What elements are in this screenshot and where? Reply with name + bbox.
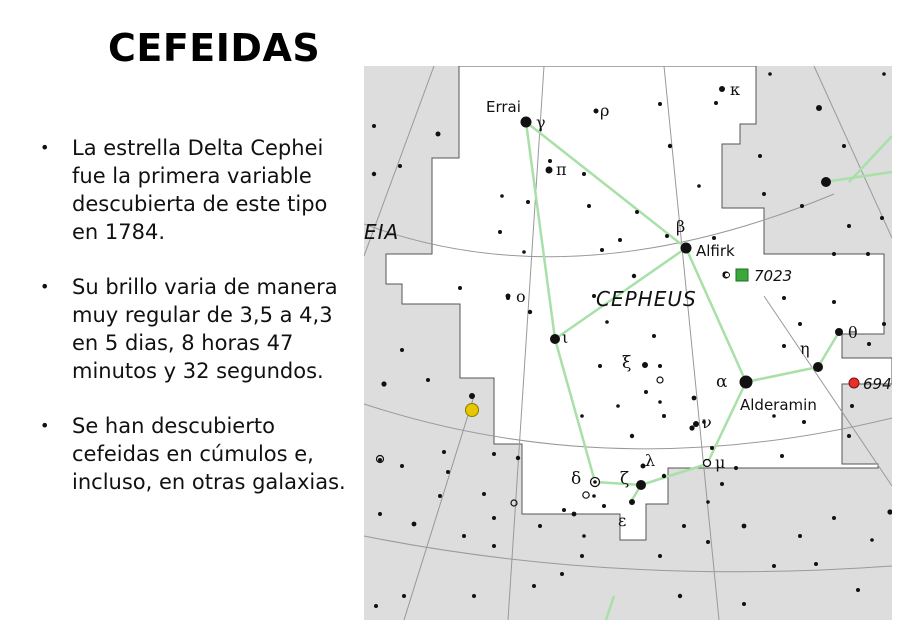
greek-theta: θ	[848, 323, 858, 342]
bullet-dot-icon: •	[40, 416, 50, 435]
bullet-item	[40, 134, 360, 246]
label-alfirk: Alfirk	[696, 242, 735, 260]
bullet-text: Se han descubierto cefeidas en cúmulos e, incluso, en otras galaxias.	[72, 414, 346, 494]
star-epsilon	[629, 499, 635, 505]
star-delta	[591, 478, 600, 487]
star-beta	[681, 243, 692, 254]
star-pi	[546, 167, 553, 174]
greek-nu: ν	[702, 413, 712, 432]
bullet-text: La estrella Delta Cephei fue la primera variable descubierta de este tipo en 1784.	[72, 136, 328, 244]
star-rho	[594, 109, 599, 114]
star-edge-right	[821, 177, 831, 187]
bullet-dot-icon: •	[40, 277, 50, 296]
greek-gamma: γ	[536, 113, 546, 132]
greek-mu: μ	[715, 453, 726, 472]
label-edge-object: 694	[863, 375, 892, 393]
star-kappa	[719, 86, 725, 92]
star-chart-svg	[364, 66, 892, 620]
greek-xi: ξ	[622, 353, 632, 373]
bullet-list	[40, 134, 360, 523]
label-errai: Errai	[486, 98, 521, 116]
slide-title: CEFEIDAS	[108, 26, 321, 70]
bullet-dot-icon: •	[40, 138, 50, 157]
yellow-marker-icon	[466, 404, 479, 417]
greek-kappa: κ	[730, 80, 740, 99]
greek-alpha: α	[716, 372, 728, 392]
label-constellation: CEPHEUS	[596, 287, 697, 311]
red-star	[849, 378, 859, 388]
label-neighbor-constellation: EIA	[364, 220, 400, 244]
greek-eta: η	[800, 339, 810, 358]
greek-zeta: ζ	[620, 469, 630, 489]
greek-omicron: o	[516, 287, 526, 306]
greek-epsilon: ε	[618, 511, 627, 530]
star-nu	[693, 421, 699, 427]
ngc-star	[725, 273, 730, 278]
star-alpha	[740, 376, 753, 389]
star-mu	[704, 460, 711, 467]
star-gamma	[521, 117, 532, 128]
greek-rho: ρ	[600, 101, 610, 120]
nebula-icon	[736, 269, 748, 281]
greek-lambda: λ	[645, 451, 656, 470]
star-xi	[642, 362, 648, 368]
label-ngc7023: 7023	[754, 267, 793, 285]
label-alderamin: Alderamin	[740, 396, 817, 414]
star-chart	[364, 66, 892, 620]
bullet-text: Su brillo varia de manera muy regular de 3,5 a 4,3 en 5 dias, 8 horas 47 minutos y 32 segundos.	[72, 275, 338, 383]
star-iota	[550, 334, 560, 344]
greek-pi: π	[556, 160, 567, 179]
bullet-item	[40, 412, 360, 496]
greek-beta: β	[676, 217, 686, 236]
star-theta	[835, 328, 843, 336]
star-omicron	[506, 294, 511, 299]
star-zeta	[636, 480, 646, 490]
bullet-item	[40, 273, 360, 385]
greek-iota: ι	[562, 328, 569, 347]
star-eta	[813, 362, 823, 372]
greek-delta: δ	[571, 469, 582, 489]
